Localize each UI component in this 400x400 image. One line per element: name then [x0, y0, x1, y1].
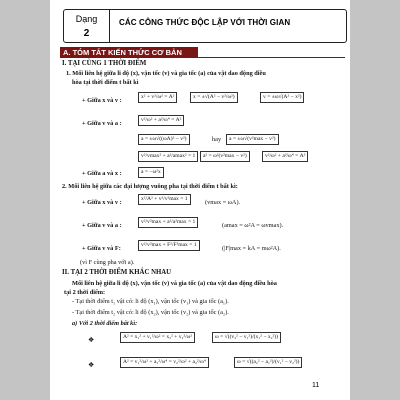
q3-note: (|F|max = kA = mω²A).	[222, 245, 281, 252]
item2-line1: 2. Mối liên hệ giữa các đại lượng vuông pha tại thời điểm t bất kì:	[62, 183, 238, 190]
left-margin	[0, 0, 50, 400]
q1-note: (vmax = ωA).	[205, 199, 241, 206]
section-rule	[195, 57, 345, 58]
q2-note: (amax = ω²A = ωvmax).	[222, 222, 284, 229]
q2-label: + Giữa v và a :	[82, 222, 122, 229]
dang-box	[64, 10, 110, 42]
va-formula-4: v²/vmax² + a²/amax² = 1	[138, 151, 198, 162]
q3-label: + Giữa v và F:	[82, 245, 121, 252]
xv-formula-2: x = ±√(A² − v²/ω²)	[190, 92, 238, 103]
va-formula-1: v²/ω² + a²/ω⁴ = A²	[138, 115, 184, 126]
va-formula-6: v²/ω² + a²/ω⁴ = A²	[262, 151, 308, 162]
q3-formula: v²/v²max + F²/F²max = 1	[138, 240, 200, 251]
item1-line1: 1. Mối liên hệ giữa li độ (x), vận tốc (v) và gia tốc (a) của vật dao động điều	[66, 70, 266, 77]
diamond-bullet-icon: ❖	[88, 336, 95, 344]
p2-formula-2: A² = v₁²/ω² + a₁²/ω⁴ = v₂²/ω² + a₂²/ω⁴	[120, 357, 209, 368]
part1-title: I. TẠI CÙNG 1 THỜI ĐIỂM	[62, 60, 147, 67]
p2-line2: tại 2 thời điểm:	[64, 289, 106, 296]
xv-label: + Giữa x và v :	[82, 97, 122, 104]
p2-formula-2b: ω = √((a₂² − a₁²)/(v₁² − v₂²))	[234, 357, 302, 368]
p2-t2: - Tại thời điểm t₂ vật có: li độ (x₂), vận tốc (v₂) và gia tốc (a₂).	[72, 309, 229, 316]
va-hay: hay	[212, 136, 222, 143]
dang-number: 2	[83, 28, 90, 39]
diamond-bullet-icon: ❖	[88, 361, 95, 369]
xa-formula: a = −ω²x	[138, 167, 164, 178]
p2-formula-1b: ω = √((v₂² − v₁²)/(x₁² − x₂²))	[212, 332, 281, 343]
va-formula-5: a² = ω²(v²max − v²)	[200, 151, 250, 162]
chapter-title: CÁC CÔNG THỨC ĐỘC LẬP VỚI THỜI GIAN	[119, 18, 291, 27]
q2-formula: v²/v²max + a²/a²max = 1	[138, 217, 198, 228]
q3-footnote: (vì F cùng pha với a).	[80, 259, 135, 266]
q1-formula: x²/A² + v²/v²max = 1	[138, 194, 191, 205]
section-title: A. TÓM TẮT KIẾN THỨC CƠ BẢN	[60, 47, 198, 58]
dang-label: Dạng	[75, 14, 98, 24]
xv-formula-1: x² + v²/ω² = A²	[138, 92, 177, 103]
xa-label: + Giữa a và x :	[82, 170, 122, 177]
p2-formula-1: A² = x₁² + v₁²/ω² = x₂² + v₂²/ω²	[120, 332, 195, 343]
chapter-header	[63, 9, 347, 43]
va-label: + Giữa v và a :	[82, 120, 122, 127]
item1-line2: hòa tại thời điểm t bất kì	[72, 79, 139, 86]
xv-formula-3: v = ±ω√(A² − x²)	[260, 92, 304, 103]
va-formula-3: a = ±ω√(v²max − v²)	[226, 134, 279, 145]
va-formula-2: a = ±ω√((ωA)² − v²)	[138, 134, 190, 145]
page-number: 11	[312, 382, 320, 389]
p2-t1: - Tại thời điểm t₁ vật có: li độ (x₁), vận tốc (v₁) và gia tốc (a₁).	[72, 298, 229, 305]
part2-title: II. TẠI 2 THỜI ĐIỂM KHÁC NHAU	[62, 269, 172, 276]
p2-line1: Mối liên hệ giữa li độ (x), vận tốc (v) và gia tốc (a) của vật dao động điều hòa	[72, 280, 277, 287]
p2-subtitle: a) Với 2 thời điểm bất kì:	[72, 320, 138, 327]
q1-label: + Giữa x và v :	[82, 199, 122, 206]
right-margin	[350, 0, 400, 400]
